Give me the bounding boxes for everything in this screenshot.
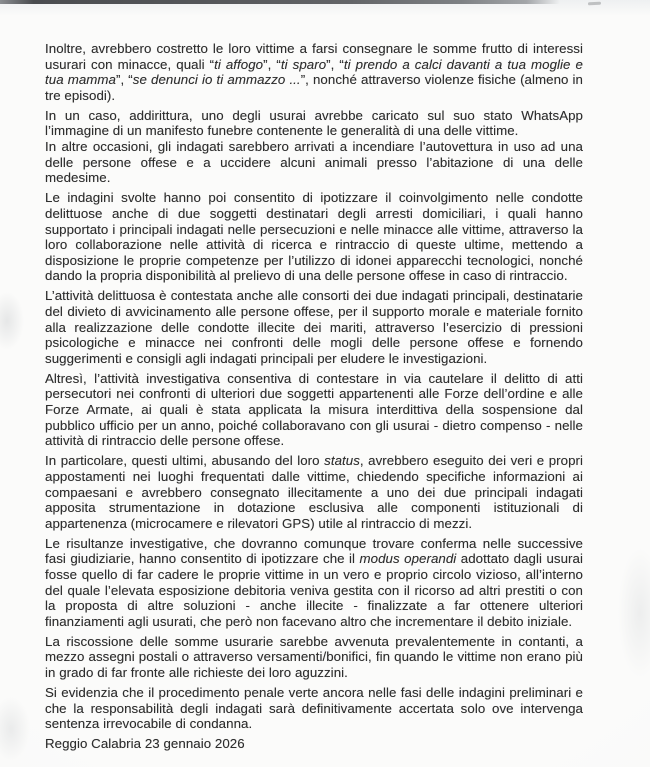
paragraph-modus-operandi: Le risultanze investigative, che dovranno comunque trovare conferma nelle successive fasi giudiziarie, hanno consentito di ipotizzare che il modus operandi adottato dagli usurai fosse quello di far cadere le proprie vittime in un vero e proprio circolo vizioso, all’interno del quale l’elevata esposizione debitoria veniva gestita con il ricorso ad altri prestiti o con la proposta di altre soluzioni - anche illecite - finalizzate a far ottenere ulteriori finanziamenti agli usurati, che però non facevano altro che incrementare il debito iniziale. bbox=[45, 535, 583, 629]
document-body bbox=[45, 41, 583, 752]
paragraphs-container bbox=[45, 41, 583, 732]
scan-smudge-artifact bbox=[0, 697, 30, 761]
paragraph-riscossione: La riscossione delle somme usurarie sarebbe avvenuta prevalentemente in contanti, a mezzo assegni postali o attraverso versamenti/bonifici, fin quando le vittime non erano più in grado di far fronte alle richieste dei loro aguzzini. bbox=[45, 633, 583, 681]
paragraph-whatsapp-and-arson: In un caso, addirittura, uno degli usurai avrebbe caricato sul suo stato WhatsApp l’immagine di un manifesto funebre contenente le generalità di una delle vittime. In altre occasioni, gli indagati sarebbero arrivati a incendiare l’autovettura in uso ad una delle persone offese e a uccidere alcuni animali presso l’abitazione di una delle medesime. bbox=[45, 107, 583, 186]
paragraph-forze-ordine: Altresì, l’attività investigativa consentiva di contestare in via cautelare il delitto di atti persecutori nei confronti di ulteriori due soggetti appartenenti alle Forze dell’ordine e alle Forze Armate, ai quali è stata applicata la misura interdittiva della sospensione dal pubblico ufficio per un anno, poiché collaboravano con gli usurai - dietro compenso - nelle attività di rintraccio delle persone offese. bbox=[45, 370, 583, 449]
scan-speck-artifact bbox=[588, 2, 601, 6]
paragraph-disclaimer: Si evidenzia che il procedimento penale verte ancora nelle fasi delle indagini preliminari e che la responsabilità degli indagati sarà definitivamente accertata solo ove intervenga sentenza irrevocabile di condanna. bbox=[45, 685, 583, 732]
scan-smudge-artifact bbox=[618, 548, 650, 678]
paragraph-consorti: L’attività delittuosa è contestata anche alle consorti dei due indagati principali, destinatarie del divieto di avvicinamento alle persone offese, per il supporto morale e materiale fornito alla realizzazione delle condotte illecite dei mariti, attraverso l’esercizio di pressioni psicologiche e minacce nei confronti delle mogli delle persone offese e fornendo suggerimenti e consigli agli indagati principali per eludere le investigazioni. bbox=[45, 288, 583, 366]
scan-smudge-artifact bbox=[0, 292, 24, 350]
paragraph-threats: Inoltre, avrebbero costretto le loro vittime a farsi consegnare le somme frutto di interessi usurari con minacce, quali “ti affogo”, “ti sparo”, “ti prendo a calci davanti a tua moglie e tua mamma”, “se denunci io ti ammazzo ...”, nonché attraverso violenze fisiche (almeno in tre episodi). bbox=[45, 41, 584, 103]
paragraph-appostamenti: In particolare, questi ultimi, abusando del loro status, avrebbero eseguito dei veri e propri appostamenti nei luoghi frequentati dalle vittime, chiedendo specifiche informazioni ai compaesani e avrebbero consegnato illecitamente a uno dei due principali indagati apposita strumentazione in dotazione esclusiva alle componenti istituzionali di appartenenza (microcamere e rilevatori GPS) utile al rintraccio di mezzi. bbox=[45, 453, 584, 531]
dateline: Reggio Calabria 23 gennaio 2026 bbox=[45, 736, 245, 752]
scanner-edge-bar bbox=[0, 0, 560, 4]
paragraph-domiciliari: Le indagini svolte hanno poi consentito di ipotizzare il coinvolgimento nelle condotte delittuose anche di due soggetti destinatari degli arresti domiciliari, i quali hanno supportato i principali indagati nelle persecuzioni e nelle minacce alle vittime, attraverso la loro collaborazione nelle attività di ricerca e rintraccio di queste ultime, mettendo a disposizione le proprie competenze per l’utilizzo di idonei apparecchi tecnologici, nonché dando la propria disponibilità al prelievo di una delle persone offese in caso di rintraccio. bbox=[45, 190, 583, 284]
